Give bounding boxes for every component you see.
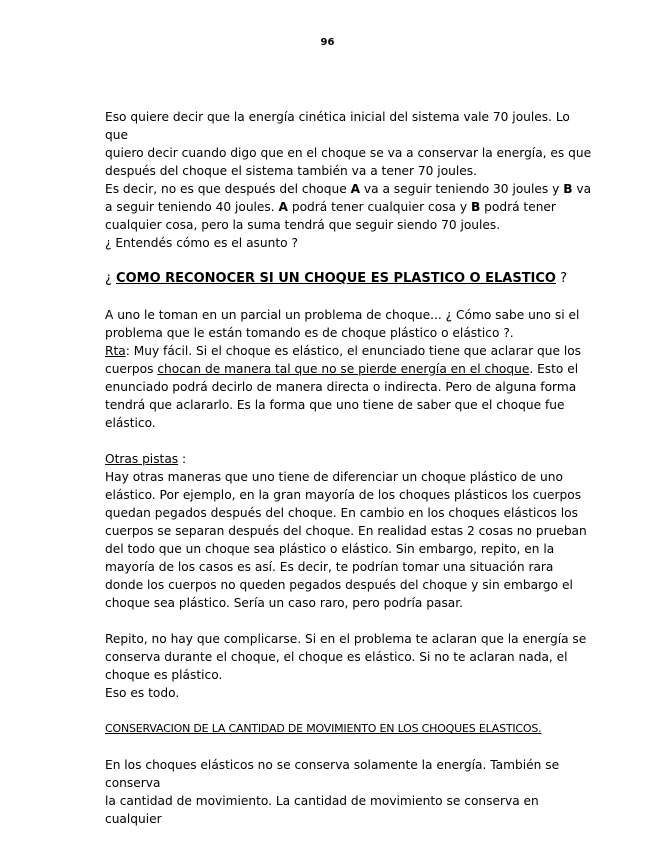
page-number: 96 [320,37,335,48]
rta-label: Rta [105,344,126,358]
bold-label-a: A [278,200,288,214]
subheading-text: CONSERVACION DE LA CANTIDAD DE MOVIMIENTO EN LOS CHOQUES ELASTICOS [105,722,539,735]
text-span: va a seguir teniendo 30 joules y [360,182,564,196]
text-line: A uno le toman en un parcial un problema de choque... ¿ Cómo sabe uno si el [105,308,580,322]
text-span: podrá tener cualquier cosa y [287,200,471,214]
bold-label-b: B [563,182,573,196]
text-line: la cantidad de movimiento. La cantidad de movimiento se conserva en cualquier [105,794,539,826]
question-entendes: ¿ Entendés cómo es el asunto ? [105,236,298,250]
text-line: quiero decir cuando digo que en el choque se va a conservar la energía, es que [105,146,592,160]
page-content [105,108,595,828]
text-span: : Muy fácil. Si el choque es elástico, el enunciado tiene que aclarar que los cuerpos [105,344,582,376]
heading-open-mark: ¿ [105,271,117,286]
subsection-heading [105,720,595,738]
paragraph-es-decir [105,180,595,234]
text-span: podrá tener cualquier cosa, pero la suma tendrá que seguir siendo 70 joules. [105,200,556,232]
bold-label-a: A [350,182,361,196]
text-line: después del choque el sistema también va a tener 70 joules. [105,164,477,178]
text-span: Hay otras maneras que uno tiene de diferenciar un choque plástico de uno elástico. Por ejemplo, en la gran mayoría de los choques plásticos los cuerpos quedan pegados después del choque. En cambio en los choques elásticos los cuerpos se separan después del choque. En realidad estas 2 cosas no prueban del todo que un choque sea plástico o elástico. Sin embargo, repito, en la mayoría de los casos es así. Es decir, te podrían tomar una situación rara donde los cuerpos no queden pegados después del choque y sin embargo el choque sea plástico. Sería un caso raro, pero podría pasar. [105,470,587,610]
text-span: Es decir, no es que después del choque [105,182,351,196]
bold-label-b: B [470,200,481,214]
paragraph-energia-inicial [105,108,595,180]
text-line: En los choques elásticos no se conserva solamente la energía. También se conserva [105,758,560,790]
text-line: Eso quiere decir que la energía cinética inicial del sistema vale 70 joules. Lo que [105,110,570,142]
heading-close-mark: ? [555,271,568,286]
section-heading [105,270,595,288]
text-line: problema que le están tomando es de choque plástico o elástico ?. [105,326,514,340]
heading-text: COMO RECONOCER SI UN CHOQUE ES PLASTICO O ELASTICO [116,271,556,286]
paragraph-repito: Repito, no hay que complicarse. Si en el problema te aclaran que la energía se conserva durante el choque, el choque es elástico. Si no te aclaran nada, el choque es plástico. [105,632,587,682]
paragraph-choques-elasticos [105,756,595,828]
text-span: . [538,722,542,735]
otras-pistas-label: Otras pistas [105,452,179,466]
text-span: : [178,452,187,466]
paragraph-otras-pistas [105,450,595,612]
text-span: va a seguir teniendo 40 joules. [105,182,592,214]
paragraph-eso-es-todo: Eso es todo. [105,686,180,700]
paragraph-parcial [105,306,595,432]
underlined-phrase: chocan de manera tal que no se pierde energía en el choque [157,362,530,376]
text-span: . Esto el enunciado podrá decirlo de manera directa o indirecta. Pero de alguna forma tendrá que aclararlo. Es la forma que uno tiene de saber que el choque fue elástico. [105,362,579,430]
